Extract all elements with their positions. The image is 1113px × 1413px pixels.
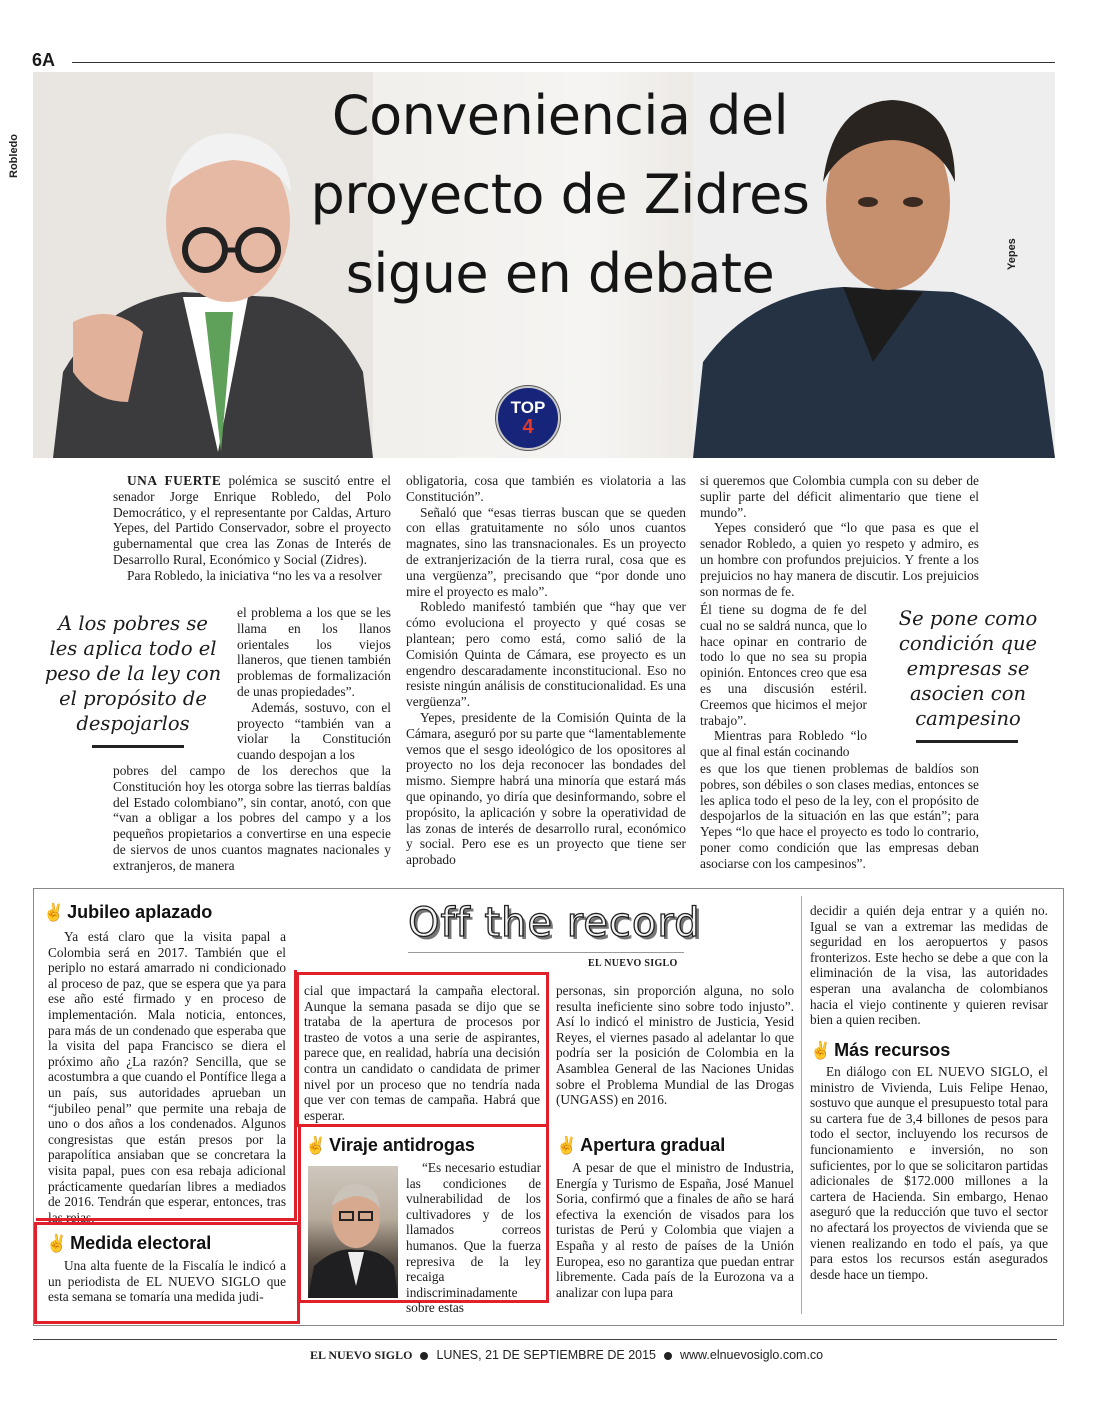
photo-caption-left: Robledo xyxy=(8,134,20,178)
pullquote-right-rule xyxy=(916,740,1018,743)
jubileo-section xyxy=(43,902,293,923)
article-paragraph: Mientras para Robledo “lo que al final están cocinando xyxy=(700,728,867,760)
photo-caption-right: Yepes xyxy=(1006,238,1018,270)
article-paragraph: Además, sostuvo, con el proyecto “también van a violar la Constitución cuando despojan a los xyxy=(237,699,391,763)
off-the-record-title: Off the record xyxy=(408,900,701,946)
article-col-1b xyxy=(237,605,391,763)
top-4-badge xyxy=(496,386,560,450)
peace-hand-icon: ✌ xyxy=(305,1136,327,1155)
apertura-continued-text: decidir a quién deja entrar y a quién no. Igual se van a extremar las medidas de seguridad en los aeropuertos y pasos fronterizos. Este hecho se debe a que con la eliminación de la visa, las autoridades esperan una avalancha de colombianos hacia el viejo continente y quieren revisar bien a quien reciben. xyxy=(810,903,1048,1028)
reyes-photo xyxy=(308,1166,398,1298)
viraje-text: “Es necesario estudiar las condiciones de vulnerabilidad de los cultivadores y de los llamados correos humanos. Que la fuerza represiva de la ley recaiga indiscriminadamente sobre estas xyxy=(406,1160,541,1316)
article-kicker: UNA FUERTE xyxy=(127,473,222,488)
peace-hand-icon: ✌ xyxy=(556,1136,578,1155)
footer-paper-name: EL NUEVO SIGLO xyxy=(310,1348,413,1362)
article-paragraph: Robledo manifestó también que “hay que ver cómo evoluciona el proyecto y qué cosas se plantean; pero como está, como salió de la Comisión Quinta de Cámara, ese proyecto es un engendro descaradamente inconstitucional. Eso no resiste ningún análisis de constitucionalidad. Es una vergüenza”. xyxy=(406,599,686,710)
peace-hand-icon: ✌ xyxy=(810,1041,832,1060)
article-lead: UNA FUERTE polémica se suscitó entre el senador Jorge Enrique Robledo, del Polo Democrático, y el representante por Caldas, Arturo Yepes, del Partido Conservador, sobre el proyecto gubernamental que crea las Zonas de Interés de Desarrollo Rural, Económico y Social (Zidres). xyxy=(113,473,391,567)
footer xyxy=(310,1348,823,1363)
article-paragraph: Yepes consideró que “lo que pasa es que el senador Robledo, a quien yo respeto y admiro, es un hombre con profundos prejuicios. Y frente a los prejuicios no hay manera de discutir. Los prejuicios son normas de fe. xyxy=(700,520,979,599)
pullquote-left: A los pobres se les aplica todo el peso de la ley con el propósito de despojarlos xyxy=(44,612,222,735)
article-col-3b xyxy=(700,602,867,760)
article-col-3c xyxy=(700,761,979,872)
viraje-heading: ✌ Viraje antidrogas xyxy=(305,1135,475,1155)
pullquote-right: Se pone como condición que empresas se asocien con campesino xyxy=(898,607,1038,730)
article-paragraph: si queremos que Colombia cumpla con su deber de suplir parte del déficit alimentario que tiene el mundo”. xyxy=(700,473,979,520)
apertura-heading: ✌ Apertura gradual xyxy=(556,1135,726,1155)
article-paragraph: obligatoria, cosa que también es violatoria a las Constitución”. xyxy=(406,473,686,504)
jubileo-text: Ya está claro que la visita papal a Colombia será en 2017. También que el periplo no estará amarrado ni condicionado al proceso de paz, que se espera que ya para ese año esté firmado y en proceso de implementación. Mala noticia, entonces, para más de un condenado que esperaba que la visita del papa Francisco se diera el próximo año ¿La razón? Sencilla, que se acostumbra a que cuando el Pontífice llega a un país, sus autoridades aprueban un “jubileo penal” que permite una rebaja de uno o dos años a los condenados. Algunos congresistas que están presos por la parapolítica ansiaban que se concretara la visita papal, pues con esa rebaja adicional prácticamente quedarían libres a mediados de 2016. Tendrán que esperar, entonces, tras xyxy=(48,929,286,1210)
peace-hand-icon: ✌ xyxy=(43,903,65,922)
footer-rule xyxy=(33,1339,1057,1340)
article-col-1c xyxy=(113,763,391,874)
article-paragraph: Para Robledo, la iniciativa “no les va a resolver xyxy=(127,567,382,583)
off-the-record-subtitle: EL NUEVO SIGLO xyxy=(588,958,678,969)
footer-date: LUNES, 21 DE SEPTIEMBRE DE 2015 xyxy=(436,1348,656,1362)
headline: Conveniencia del proyecto de Zidres sigue en debate xyxy=(310,84,810,305)
badge-number: 4 xyxy=(522,416,534,438)
reyes-photo-image xyxy=(308,1166,398,1298)
article-paragraph: Él tiene su dogma de fe del cual no se saldrá nunca, que lo hace opinar en contrario de todo lo que no sea su propia opinión. Entonces creo que esa es una discusión estéril. Creemos que hicimos el mejor trabajo”. xyxy=(700,602,867,728)
bullet-icon xyxy=(420,1352,428,1360)
apertura-section xyxy=(556,1135,796,1156)
column-divider xyxy=(801,896,802,1314)
off-the-record-rule xyxy=(408,952,684,953)
medida-continued-text: cial que impactará la campaña electoral. Aunque la semana pasada se dijo que se trataba de la apertura de procesos por trasteo de votos a una serie de aspirantes, parece que, en realidad, habría una decisión contra un candidato o candidata de primer nivel por un proceso que no tendría nada que ver con temas de campaña. Habrá que esperar. xyxy=(304,983,540,1123)
page-number: 6A xyxy=(32,50,56,70)
article-paragraph: es que los que tienen problemas de baldíos son pobres, son débiles o son clases medias, entonces se les aplica todo el peso de la ley, con el propósito de despojarlos de la situación en las que están”; para Yepes “lo que hace el proyecto es todo lo contrario, poner como condición que las empresas deban asociarse con los campesinos”. xyxy=(700,761,979,871)
article-paragraph: el problema a los que se les llama en los llanos orientales los viejos llaneros, que tienen también problemas de formalización de unas propiedades”. xyxy=(237,605,391,699)
article-paragraph: Yepes, presidente de la Comisión Quinta de la Cámara, aseguró por su parte que “lamentablemente vemos que el sesgo ideológico de los opositores al proyecto no los deja reconocer las bondades del mismo. Siempre habrá una minoría que estará más que opinando, yo diría que desinformando, sobre el propósito, la aplicación y sobre la operatividad de las zonas de interés de desarrollo rural, económico y social. Pero ese es un proyecto que tiene ser aprobado xyxy=(406,709,686,868)
medida-text: Una alta fuente de la Fiscalía le indicó a un periodista de EL NUEVO SIGLO que esta semana se tomaría una medida judi- xyxy=(48,1258,286,1305)
apertura-text: A pesar de que el ministro de Industria, Energía y Turismo de España, José Manuel Soria, confirmó que a finales de año se hará efectiva la exención de visados para los turistas de Perú y Colombia que viajen a España y al resto de países de la Unión Europea, eso no garantiza que puedan entrar libremente. Cada país de la Eurozona va a analizar con lupa para xyxy=(556,1160,794,1300)
footer-url[interactable]: www.elnuevosiglo.com.co xyxy=(680,1348,824,1362)
article-col-1a xyxy=(113,473,391,584)
jubileo-red-rule-bottom xyxy=(36,1218,297,1221)
bullet-icon xyxy=(664,1352,672,1360)
header-rule xyxy=(72,62,1055,63)
article-paragraph: pobres del campo de los derechos que la Constitución hoy les otorga sobre las tierras baldías del Estado colombiano”, sin contar, anotó, con que “van a obligar a los pobres del campo y a los pequeños propietarios a convertirse en una especie de siervos de unos cuantos magnates nacionales y extranjeros, de manera xyxy=(113,763,391,873)
jubileo-heading: ✌ Jubileo aplazado xyxy=(43,902,213,922)
recursos-text: En diálogo con EL NUEVO SIGLO, el ministro de Vivienda, Luis Felipe Henao, sostuvo que aunque el presupuesto total para su cartera fue de 3,4 billones de pesos para todo el sector, incluyendo los recursos de funcionamiento e inversión, no son suficientes, por lo que se solicitaron partidas adicionales de $172.000 millones a la cartera de Hacienda. Sin embargo, Henao aseguró que la reducción que tuvo el sector no afectará los proyectos de vivienda que se vienen realizando en todo el país, ya que para estos los recursos están asegurados desde hace un tiempo. xyxy=(810,1064,1048,1282)
article-col-3a xyxy=(700,473,979,599)
badge-top-text: TOP xyxy=(510,398,546,417)
medida-heading: ✌ Medida electoral xyxy=(46,1233,212,1253)
medida-section xyxy=(46,1233,286,1254)
article-col-2 xyxy=(406,473,686,868)
recursos-section xyxy=(810,1040,1050,1061)
pullquote-left-rule xyxy=(92,745,184,748)
peace-hand-icon: ✌ xyxy=(46,1234,68,1253)
viraje-section xyxy=(305,1135,545,1156)
viraje-continued-text: personas, sin proporción alguna, no solo resulta ineficiente sino sobre todo injusto”. Así lo indicó el ministro de Justicia, Yesid Reyes, el viernes pasado al adelantar lo que podría ser la posición de Colombia en la Asamblea General de las Naciones Unidas sobre el Problema Mundial de las Drogas (UNGASS) en 2016. xyxy=(556,983,794,1108)
article-paragraph: Señaló que “esas tierras buscan que se queden con ellas gratuitamente no sólo unos cuantos magnates, sino las transnacionales. Es un proyecto de extranjerización de la tierra rural, cosa que es una vergüenza”, precisando que “por donde uno mire el proyecto es malo”. xyxy=(406,504,686,599)
recursos-heading: ✌ Más recursos xyxy=(810,1040,951,1060)
